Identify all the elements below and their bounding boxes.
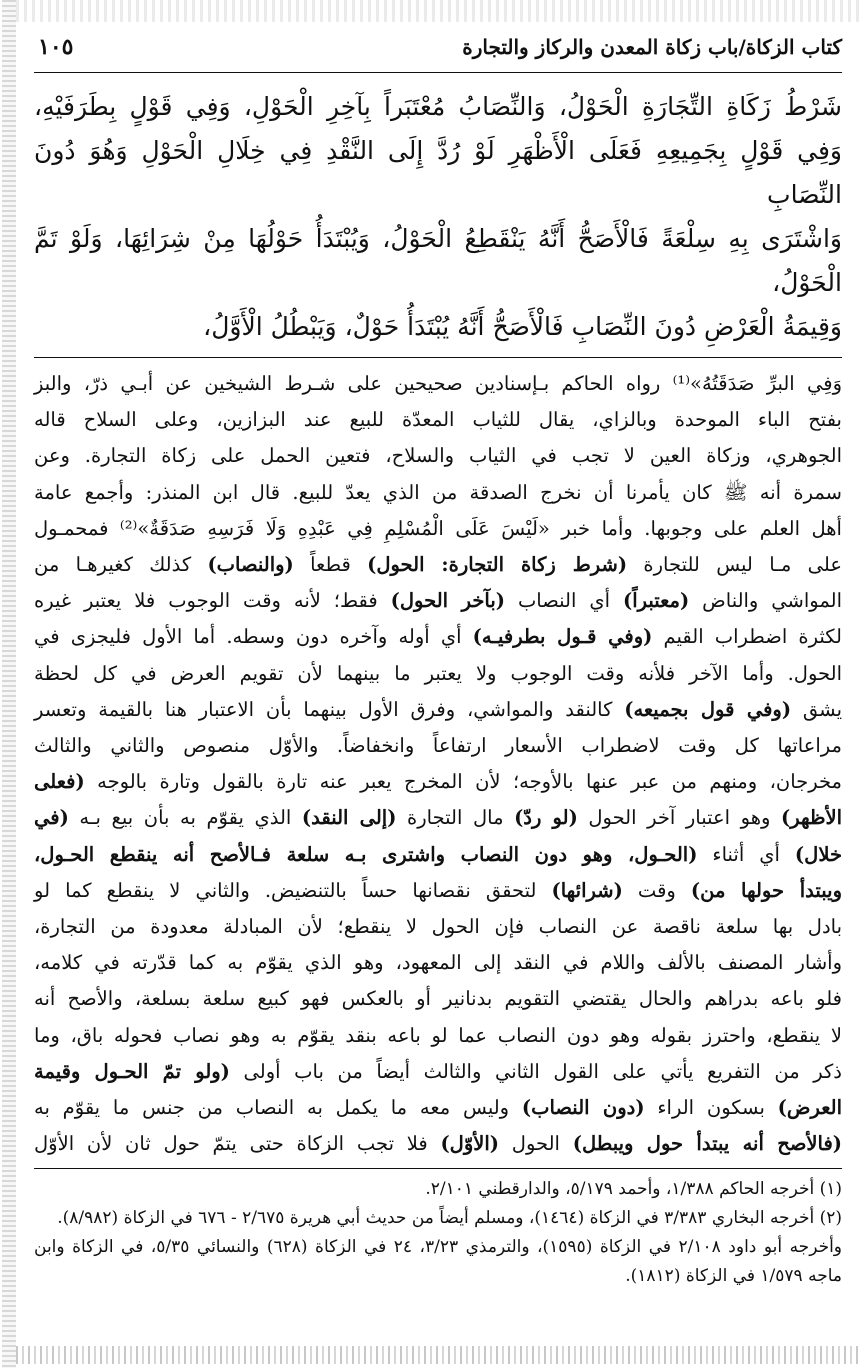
commentary-line: [34, 619, 842, 655]
commentary-run: بفتح الباء الموحدة وبالزاي، يقال للثياب المعدّة للبيع عند البزازين، وعلى السلاح قاله: [34, 408, 842, 432]
decorative-border-left: [2, 0, 16, 1368]
commentary-run: فقط؛ لأنه وقت الوجوب فلا يعتبر غيره: [34, 589, 391, 613]
matn-text: [34, 85, 842, 349]
commentary-line: [34, 547, 842, 583]
bold-matn-quote: (فعلى: [34, 770, 85, 794]
commentary-run: وأشار المصنف بالألف واللام في النقد إلى المعهود، وهو الذي يقوّم به كما قدّرته في كلامه،: [34, 951, 842, 975]
commentary-line: [34, 656, 842, 692]
commentary-line: [34, 366, 842, 402]
footnote-divider: [34, 1168, 842, 1169]
matn-line: وَاشْتَرَى بِهِ سِلْعَةً فَالْأَصَحُّ أَنَّهُ يَنْقَطِعُ الْحَوْلُ، وَيُبْتَدَأُ حَوْلُهَا مِنْ شِرَائِهَا، وَلَوْ تَمَّ الْحَوْلُ،: [34, 224, 842, 297]
bold-matn-quote: خلال): [794, 842, 843, 866]
commentary-run: مراعاتها كل وقت لاضطراب الأسعار ارتفاعاً وانخفاضاً. والأوّل منصوص والثاني والثالث: [34, 734, 842, 758]
bold-matn-quote: ويبتدأ حولها من): [690, 878, 842, 902]
commentary-run: أهل العلم على وجوبها. وأما خبر «لَيْسَ عَلَى الْمُسْلِمِ فِي عَبْدِهِ وَلَا فَرَسِهِ صَدَقَةٌ»⁽²⁾ فمحمـول: [34, 516, 842, 540]
commentary-run: لتحقق نقصانها حساً بالتنضيض. والثاني لا ينقطع كما لو: [34, 878, 552, 902]
bold-matn-quote: العرض): [777, 1096, 842, 1120]
commentary-run: وَفِي البرِّ صَدَقَتُهُ»⁽¹⁾ رواه الحاكم بـإسنادين صحيحين على شـرط الشيخين عن أبـي ذرّ، والبز: [34, 372, 842, 395]
commentary-run: مال التجارة: [396, 806, 515, 830]
commentary-run: المواشي والناض: [689, 589, 843, 613]
commentary-run: كالنقد والمواشي، وفرق الأول بينهما بأن الاعتبار هنا بالقيمة وتعسر: [34, 697, 625, 721]
footnote-1: (١) أخرجه الحاكم ١/٣٨٨، وأحمد ٥/١٧٩، والدارقطني ٢/١٠١.: [425, 1179, 842, 1200]
matn-line: وَفِي قَوْلٍ بِجَمِيعِهِ فَعَلَى الْأَظْهَرِ لَوْ رُدَّ إِلَى النَّقْدِ فِي خِلَالِ الْحَوْلِ وَهُوَ دُونَ النِّصَابِ: [34, 136, 842, 209]
bold-matn-quote: (في: [34, 806, 69, 830]
commentary-run: الحول: [499, 1132, 573, 1156]
decorative-border-bottom: [16, 1346, 860, 1364]
commentary-run: لكثرة اضطراب القيم: [652, 625, 842, 649]
commentary-line: [34, 475, 842, 511]
bold-matn-quote: (معتبراً): [622, 589, 690, 613]
commentary-run: على مـا ليس للتجارة: [627, 553, 842, 577]
commentary-line: [34, 1018, 842, 1054]
commentary-run: بسكون الراء: [644, 1096, 778, 1120]
commentary-run: وليس معه ما يكمل به النصاب من جنس ما يقوّم به: [34, 1096, 522, 1120]
commentary-line: [34, 764, 842, 800]
commentary-run: يشق: [791, 697, 842, 721]
commentary-text: [34, 366, 842, 1162]
commentary-run: أي أوله وآخره دون وسطه. أما الأول فليجزى في: [34, 625, 473, 649]
page-number: ١٠٥: [38, 34, 74, 60]
bold-matn-quote: (فالأصح أنه يبتدأ حول ويبطل): [572, 1132, 842, 1156]
footnote-2-continued: وأخرجه أبو داود ٢/١٠٨ في الزكاة (١٥٩٥)، والترمذي ٣/٢٣، ٢٤ في الزكاة (٦٢٨) والنسائي ٥/٣٥، في الزكاة وابن ماجه ١/٥٧٩ في الزكاة (١٨١٢).: [34, 1237, 843, 1287]
bold-matn-quote: (شرط زكاة التجارة: الحول): [367, 553, 628, 577]
commentary-run: أي النصاب: [505, 589, 623, 613]
commentary-run: بادل بها سلعة ناقصة عن النصاب فإن الحول لا ينقطع؛ لأن المبادلة معدودة من التجارة،: [34, 915, 842, 939]
running-header: [34, 34, 842, 73]
book-page: [34, 34, 842, 1291]
commentary-line: [34, 873, 842, 909]
commentary-run: كذلك كغيرهـا من: [34, 553, 208, 577]
commentary-line: [34, 981, 842, 1017]
commentary-run: أي أثناء: [697, 842, 795, 866]
decorative-border-top: [16, 0, 860, 22]
bold-matn-quote: (بآخر الحول): [390, 589, 506, 613]
commentary-line: [34, 837, 842, 873]
bold-matn-quote: (الأوّل): [440, 1132, 500, 1156]
commentary-line: [34, 909, 842, 945]
commentary-run: وقت: [622, 878, 691, 902]
bold-matn-quote: الأظهر): [780, 806, 843, 830]
commentary-run: الحول. وأما الآخر فلأنه وقت الوجوب ولا يعتبر ما بينهما لأن تقويم العرض في كل لحظة: [34, 661, 842, 685]
matn-line: شَرْطُ زَكَاةِ التِّجَارَةِ الْحَوْلُ، وَالنِّصَابُ مُعْتَبَراً بِآخِرِ الْحَوْلِ، وَفِي قَوْلٍ بِطَرَفَيْهِ،: [34, 92, 842, 121]
commentary-run: الذي يقوّم به بأن بيع بـه: [68, 806, 302, 830]
commentary-run: لا ينقطع، واحترز بقوله وهو دون النصاب عما لو باعه بنقد يقوّم به وهو نصاب فحوله باق، وما: [34, 1023, 842, 1047]
commentary-line: [34, 945, 842, 981]
footnote-2: (٢) أخرجه البخاري ٣/٣٨٣ في الزكاة (١٤٦٤)، ومسلم أيضاً من حديث أبي هريرة ٢/٦٧٥ - ٦٧٦ في الزكاة (٨/٩٨٢).: [57, 1208, 842, 1229]
bold-matn-quote: (الحـول، وهو دون النصاب واشترى بـه سلعة فـالأصح أنه ينقطع الحـول،: [34, 842, 698, 866]
commentary-run: الجوهري، وزكاة العين لا تجب في الثياب والسلاح، فتعين الحمل على زكاة التجارة. وعن: [34, 444, 842, 468]
commentary-line: [34, 1054, 842, 1090]
commentary-run: فلا تجب الزكاة حتى يتمّ حول ثان لأن الأوّل: [34, 1132, 441, 1156]
section-divider: [34, 357, 842, 358]
commentary-line: [34, 1090, 842, 1126]
commentary-line: [34, 583, 842, 619]
commentary-run: قطعاً: [293, 553, 368, 577]
bold-matn-quote: (وفي قـول بطرفيـه): [472, 625, 653, 649]
commentary-run: وهو اعتبار آخر الحول: [577, 806, 781, 830]
bold-matn-quote: (ولو تمّ الحـول وقيمة: [34, 1059, 230, 1083]
commentary-line: [34, 1126, 842, 1162]
bold-matn-quote: (وفي قول بجميعه): [624, 697, 792, 721]
commentary-line: [34, 728, 842, 764]
bold-matn-quote: (إلى النقد): [301, 806, 397, 830]
commentary-run: فلو باعه بدراهم والحال يقتضي التقويم بدنانير أو بالعكس فهو كبيع سلعة بسلعة، والأصح أنه: [34, 987, 842, 1011]
commentary-run: ذكر من التفريع يأتي على القول الثاني والثالث أيضاً من باب أولى: [229, 1059, 842, 1083]
commentary-run: سمرة أنه ﷺ كان يأمرنا أن نخرج الصدقة من الذي يعدّ للبيع. قال ابن المنذر: وأجمع عامة: [34, 480, 842, 504]
matn-line: وَقِيمَةُ الْعَرْضِ دُونَ النِّصَابِ فَالْأَصَحُّ أَنَّهُ يُبْتَدَأُ حَوْلٌ، وَيَبْطُلُ الْأَوَّلُ،: [203, 312, 842, 341]
commentary-line: [34, 692, 842, 728]
bold-matn-quote: (والنصاب): [207, 553, 294, 577]
chapter-title: كتاب الزكاة/باب زكاة المعدن والركاز والتجارة: [462, 35, 842, 59]
bold-matn-quote: (لو ردّ): [514, 806, 578, 830]
bold-matn-quote: (شرائها): [551, 878, 623, 902]
bold-matn-quote: (دون النصاب): [521, 1096, 645, 1120]
commentary-run: مخرجان، ومنهم من عبر عنها بالأوجه؛ لأن المخرج يعبر عنه تارة بالقول وتارة بالوجه: [84, 770, 842, 794]
commentary-line: [34, 402, 842, 438]
footnotes: [34, 1175, 842, 1291]
commentary-line: [34, 511, 842, 547]
commentary-line: [34, 438, 842, 474]
commentary-line: [34, 800, 842, 836]
